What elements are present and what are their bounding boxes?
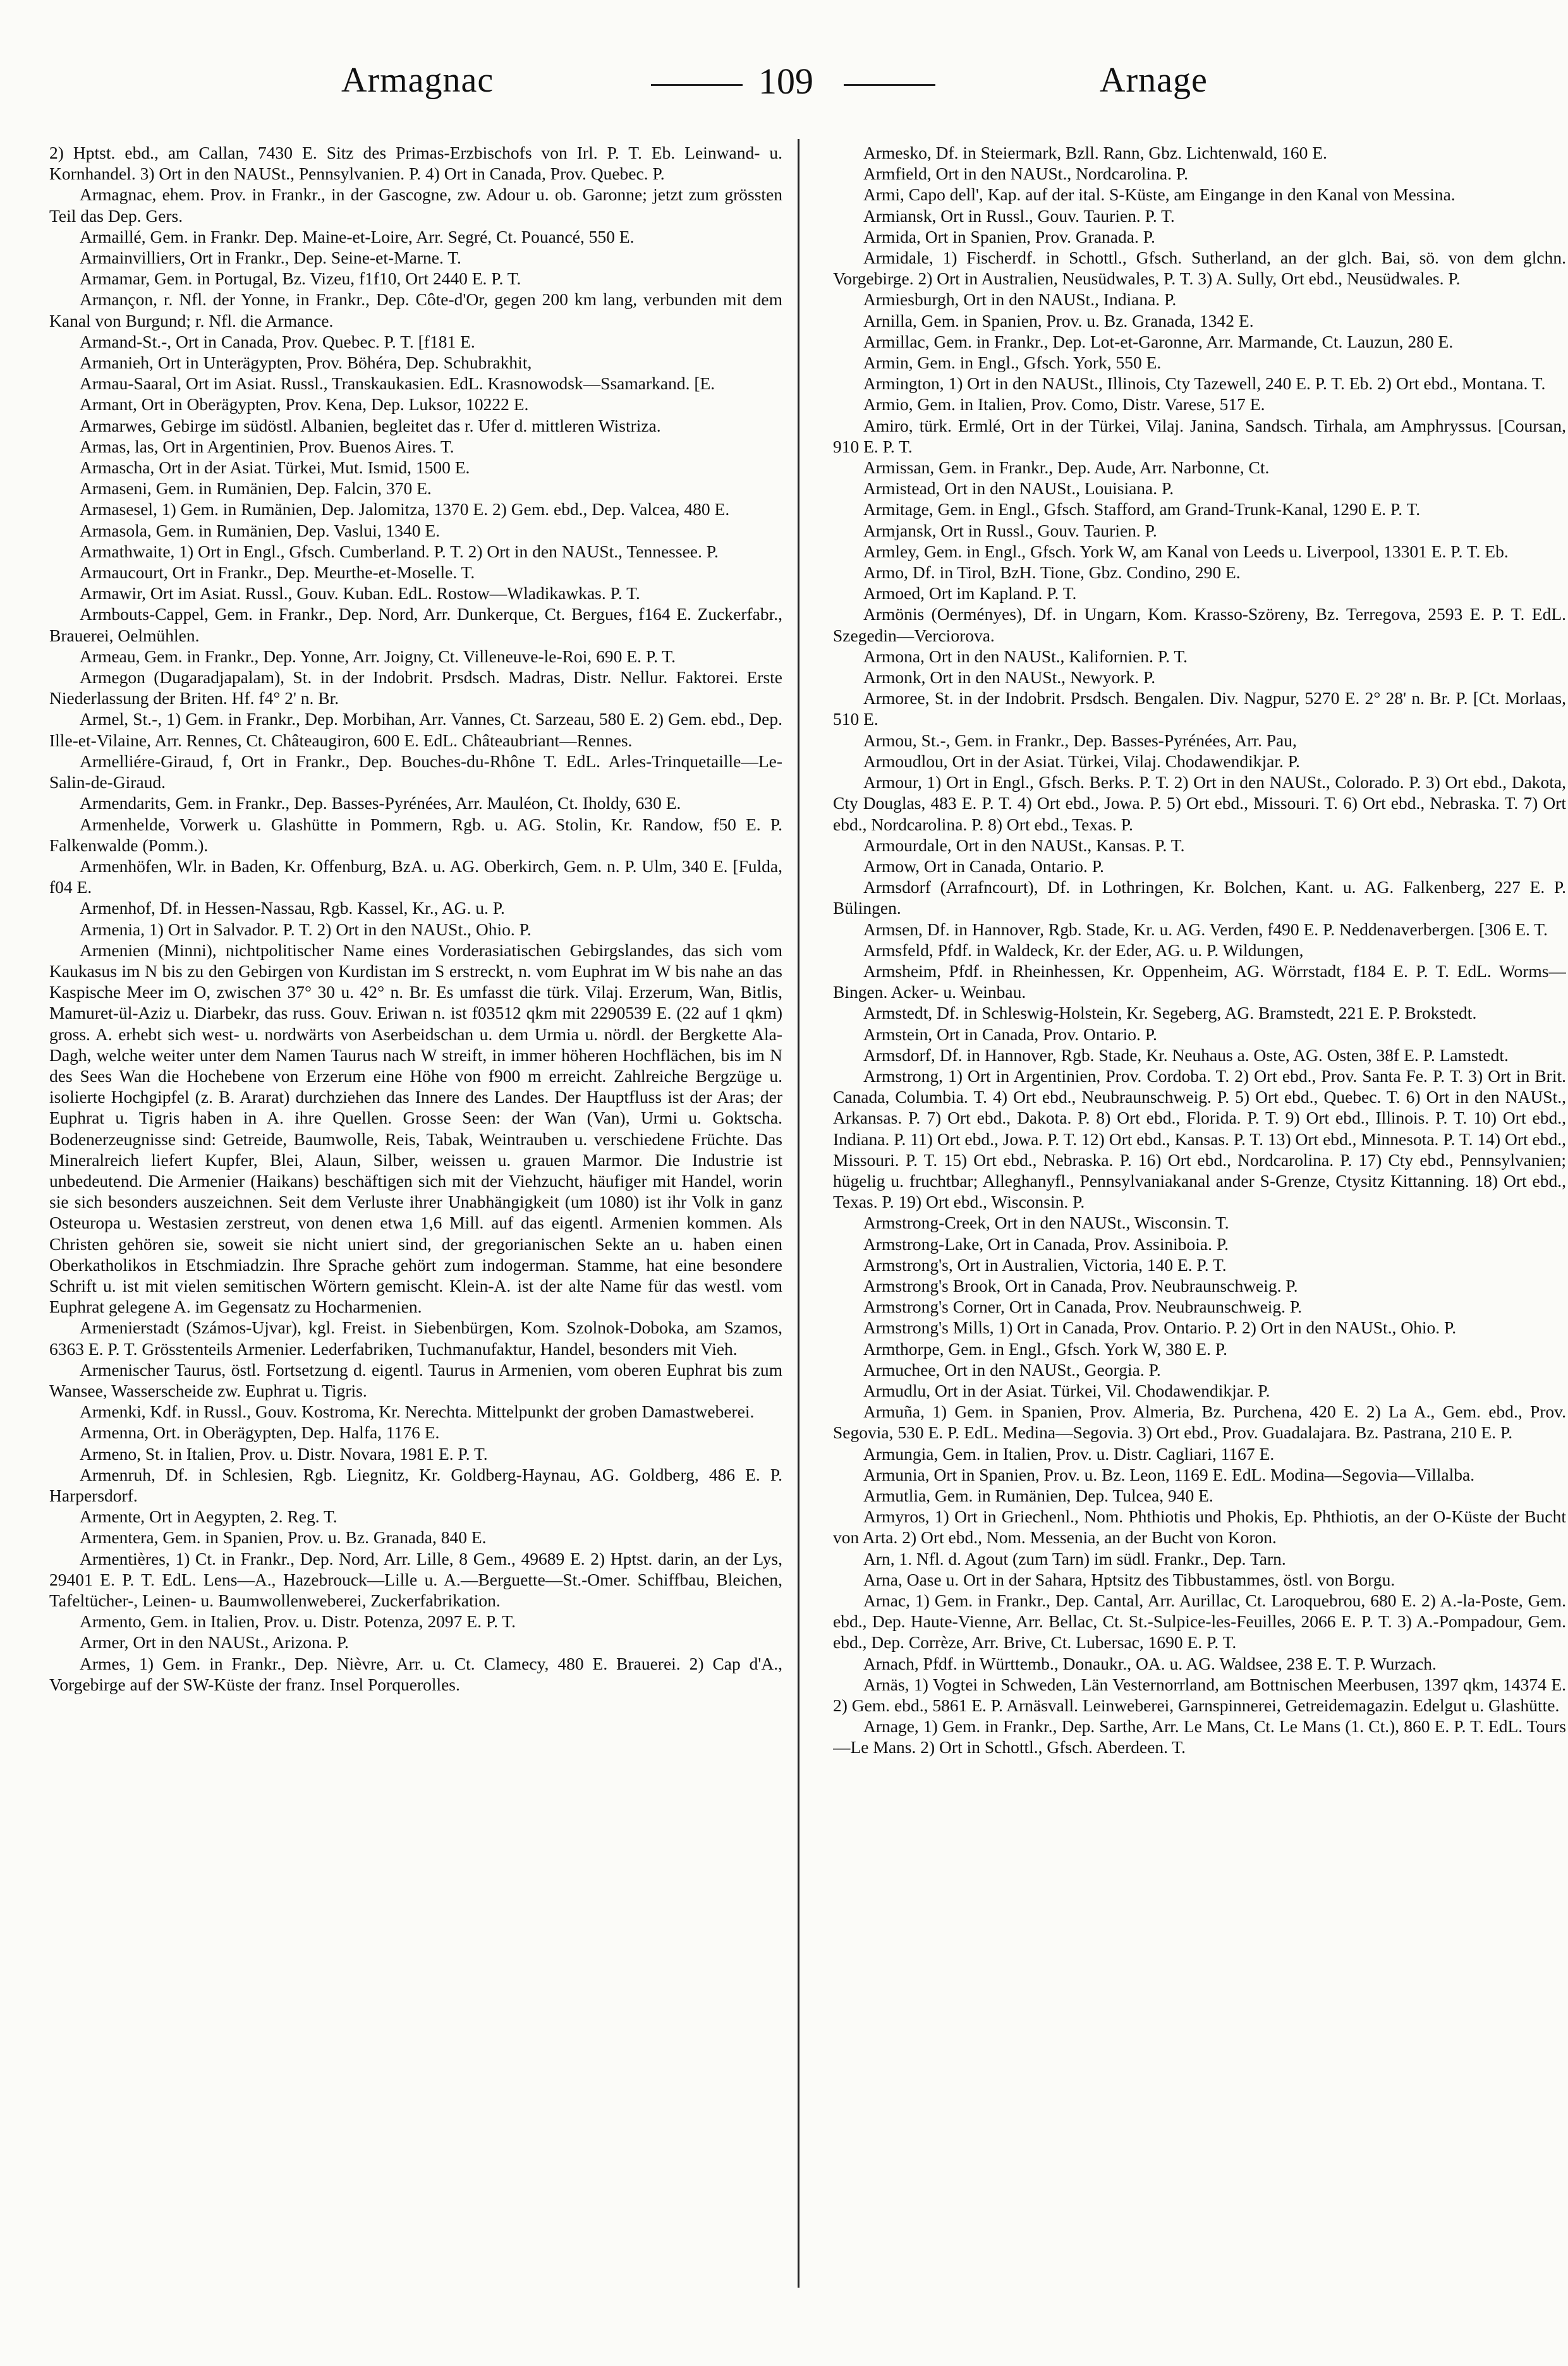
dictionary-entry: Armstrong, 1) Ort in Argentinien, Prov. Cordoba. T. 2) Ort ebd., Prov. Santa Fe. P. T. 3) Ort in Brit. Canada, Columbia. T. 4) Ort ebd., Neubraunschweig. P. 5) Ort ebd., Quebec. T. 6) Ort in den NAUSt., Arkansas. P. 7) Ort ebd., Dakota. P. 8) Ort ebd., Florida. P. T. 9) Ort ebd., Illinois. P. T. 10) Ort ebd., Indiana. P. 11) Ort ebd., Jowa. P. T. 12) Ort ebd., Kansas. P. T. 13) Ort ebd., Minnesota. P. T. 14) Ort ebd., Missouri. P. T. 15) Ort ebd., Nebraska. P. 16) Ort ebd., Nordcarolina. P. 17) Cty ebd., Pennsylvanien; hügelig u. fruchtbar; Alleghanyfl., Pennsylvaniakanal ander S-Grenze, Ctysitz Kittanning. 18) Ort ebd., Texas. P. 19) Ort ebd., Wisconsin. P. (833, 1065, 1566, 1212)
header-last-entry: Arnage (1100, 61, 1208, 100)
dictionary-entry: Armidale, 1) Fischerdf. in Schottl., Gfsch. Sutherland, an der glch. Bai, sö. von dem glchn. Vorgebirge. 2) Ort in Australien, Neusüdwales, P. T. 3) A. Sully, Ort ebd., Neusüdwales. P. (833, 248, 1566, 289)
header-first-entry: Armagnac (341, 61, 494, 100)
dictionary-entry: Armow, Ort in Canada, Ontario. P. (863, 856, 1104, 876)
dictionary-entry: Armou, St.-, Gem. in Frankr., Dep. Basses-Pyrénées, Arr. Pau, (863, 730, 1297, 750)
dictionary-entry: Armenruh, Df. in Schlesien, Rgb. Liegnitz, Kr. Goldberg-Haynau, AG. Goldberg, 486 E. P. Harpersdorf. (49, 1464, 782, 1505)
dictionary-entry: Armutlia, Gem. in Rumänien, Dep. Tulcea, 940 E. (863, 1486, 1213, 1505)
dictionary-entry: Armiansk, Ort in Russl., Gouv. Taurien. P. T. (863, 205, 1175, 226)
dictionary-entry: Armegon (Dugaradjapalam), St. in der Indobrit. Prsdsch. Madras, Distr. Nellur. Faktorei. Erste Niederlassung der Briten. Hf. f4° 2' n. Br. (49, 667, 782, 708)
dictionary-entry: 2) Hptst. ebd., am Callan, 7430 E. Sitz des Primas-Erzbischofs von Irl. P. T. Eb. Leinwand- u. Kornhandel. 3) Ort in den NAUSt., Pennsylvanien. P. 4) Ort in Canada, Prov. Quebec. P. (49, 143, 782, 184)
dictionary-entry: Armasola, Gem. in Rumänien, Dep. Vaslui, 1340 E. (80, 520, 441, 540)
dictionary-entry: Armungia, Gem. in Italien, Prov. u. Distr. Cagliari, 1167 E. (863, 1443, 1275, 1464)
dictionary-entry: Armuchee, Ort in den NAUSt., Georgia. P. (863, 1359, 1161, 1380)
dictionary-entry: Armfield, Ort in den NAUSt., Nordcarolina. P. (863, 164, 1189, 184)
dictionary-entry: Armsen, Df. in Hannover, Rgb. Stade, Kr. u. AG. Verden, f490 E. P. Neddenaverbergen. [306 E. T. (863, 919, 1548, 939)
dictionary-entry: Armainvilliers, Ort in Frankr., Dep. Seine-et-Marne. T. (80, 248, 461, 268)
dictionary-entry: Armstein, Ort in Canada, Prov. Ontario. P. (863, 1024, 1157, 1044)
dictionary-entry: Arnac, 1) Gem. in Frankr., Dep. Cantal, Arr. Aurillac, Ct. Laroquebrou, 680 E. 2) A.-la-Poste, Gem. ebd., Dep. Haute-Vienne, Arr. Bellac, Ct. St.-Sulpice-les-Feuilles, 2066 E. P. T. 3) A.-Pompadour, Gem. ebd., Dep. Corrèze, Arr. Brive, Ct. Lubersac, 1690 E. P. T. (833, 1591, 1566, 1653)
dictionary-entry: Armel, St.-, 1) Gem. in Frankr., Dep. Morbihan, Arr. Vannes, Ct. Sarzeau, 580 E. 2) Gem. ebd., Dep. Ille-et-Vilaine, Arr. Rennes, Ct. Châteaugiron, 600 E. EdL. Châteaubriant—Rennes. (49, 709, 782, 750)
dictionary-entry: Armaucourt, Ort in Frankr., Dep. Meurthe-et-Moselle. T. (80, 562, 475, 583)
dictionary-entry: Armaseni, Gem. in Rumänien, Dep. Falcin, 370 E. (80, 478, 432, 499)
dictionary-entry: Armento, Gem. in Italien, Prov. u. Distr. Potenza, 2097 E. P. T. (80, 1611, 516, 1632)
dictionary-entry: Armagnac, ehem. Prov. in Frankr., in der Gascogne, zw. Adour u. ob. Garonne; jetzt zum grössten Teil das Dep. Gers. (49, 185, 782, 226)
dictionary-entry: Armjansk, Ort in Russl., Gouv. Taurien. P. (863, 520, 1157, 540)
dictionary-entry: Armsdorf (Arrafncourt), Df. in Lothringen, Kr. Bolchen, Kant. u. AG. Falkenberg, 227 E. P. Bülingen. (833, 877, 1566, 918)
dictionary-entry: Armthorpe, Gem. in Engl., Gfsch. York W, 380 E. P. (863, 1338, 1227, 1359)
dictionary-entry: Armstrong-Lake, Ort in Canada, Prov. Assiniboia. P. (863, 1234, 1229, 1254)
dictionary-entry: Armington, 1) Ort in den NAUSt., Illinois, Cty Tazewell, 240 E. P. T. Eb. 2) Ort ebd., Montana. T. (863, 373, 1546, 394)
dictionary-entry: Armaillé, Gem. in Frankr. Dep. Maine-et-Loire, Arr. Segré, Ct. Pouancé, 550 E. (80, 226, 635, 246)
dictionary-entry: Armeno, St. in Italien, Prov. u. Distr. Novara, 1981 E. P. T. (80, 1443, 488, 1464)
dictionary-entry: Armelliére-Giraud, f, Ort in Frankr., Dep. Bouches-du-Rhône T. EdL. Arles-Trinquetaille—Le-Salin-de-Giraud. (49, 751, 782, 792)
dictionary-entry: Armenna, Ort. in Oberägypten, Dep. Halfa, 1176 E. (80, 1423, 440, 1443)
dictionary-entry: Armuña, 1) Gem. in Spanien, Prov. Almeria, Bz. Purchena, 420 E. 2) La A., Gem. ebd., Prov. Segovia, 530 E. P. EdL. Medina—Segovia. 3) Ort ebd., Prov. Guadalajara. Bz. Pastrana, 210 E. P. (833, 1402, 1566, 1443)
header-dash-right (844, 84, 935, 86)
dictionary-entry: Armönis (Oerményes), Df. in Ungarn, Kom. Krasso-Szöreny, Bz. Terregova, 2593 E. P. T. EdL. Szegedin—Verciorova. (833, 604, 1566, 645)
dictionary-entry: Armascha, Ort in der Asiat. Türkei, Mut. Ismid, 1500 E. (80, 458, 470, 478)
dictionary-entry: Armoudlou, Ort in der Asiat. Türkei, Vilaj. Chodawendikjar. P. (863, 751, 1300, 771)
dictionary-entry: Armendarits, Gem. in Frankr., Dep. Basses-Pyrénées, Arr. Mauléon, Ct. Iholdy, 630 E. (80, 793, 681, 813)
dictionary-entry: Armbouts-Cappel, Gem. in Frankr., Dep. Nord, Arr. Dunkerque, Ct. Bergues, f164 E. Zuckerfabr., Brauerei, Oelmühlen. (49, 604, 782, 645)
dictionary-entry: Armley, Gem. in Engl., Gfsch. York W, am Kanal von Leeds u. Liverpool, 13301 E. P. T. Eb. (863, 541, 1509, 561)
dictionary-entry: Armstrong's, Ort in Australien, Victoria, 140 E. P. T. (863, 1254, 1227, 1275)
dictionary-entry: Armenia, 1) Ort in Salvador. P. T. 2) Ort in den NAUSt., Ohio. P. (80, 919, 532, 939)
dictionary-entry: Armour, 1) Ort in Engl., Gfsch. Berks. P. T. 2) Ort in den NAUSt., Colorado. P. 3) Ort ebd., Dakota, Cty Douglas, 483 E. P. T. 4) Ort ebd., Jowa. P. 5) Ort ebd., Missouri. T. 6) Ort ebd., Nebraska. T. 7) Ort ebd., Nordcarolina. P. 8) Ort ebd., Texas. P. (833, 772, 1566, 834)
dictionary-entry: Armudlu, Ort in der Asiat. Türkei, Vil. Chodawendikjar. P. (863, 1380, 1270, 1400)
dictionary-entry: Arnilla, Gem. in Spanien, Prov. u. Bz. Granada, 1342 E. (863, 310, 1254, 331)
dictionary-entry: Armsfeld, Pfdf. in Waldeck, Kr. der Eder, AG. u. P. Wildungen, (863, 940, 1304, 960)
dictionary-entry: Arnäs, 1) Vogtei in Schweden, Län Vesternorrland, am Bottnischen Meerbusen, 1397 qkm, 14374 E. 2) Gem. ebd., 5861 E. P. Arnäsvall. Leinweberei, Garnspinnerei, Getreidemagazin. Edelgut u. Glashütte. (833, 1674, 1566, 1716)
dictionary-entry: Armstrong-Creek, Ort in den NAUSt., Wisconsin. T. (863, 1213, 1229, 1233)
dictionary-entry: Armentières, 1) Ct. in Frankr., Dep. Nord, Arr. Lille, 8 Gem., 49689 E. 2) Hptst. darin, an der Lys, 29401 E. P. T. EdL. Lens—A., Hazebrouck—Lille u. A.—Berguette—St.-Omer. Schiffbau, Bleichen, Tafeltücher-, Leinen- u. Baumwollenweberei, Zuckerfabrikation. (49, 1548, 782, 1611)
dictionary-entry: Armand-St.-, Ort in Canada, Prov. Quebec. P. T. [f181 E. (80, 331, 475, 351)
dictionary-entry: Armançon, r. Nfl. der Yonne, in Frankr., Dep. Côte-d'Or, gegen 200 km lang, verbunden mit dem Kanal von Burgund; r. Nfl. die Armance. (49, 289, 782, 331)
column-divider (798, 139, 799, 2288)
dictionary-entry: Arna, Oase u. Ort in der Sahara, Hptsitz des Tibbustammes, östl. von Borgu. (863, 1569, 1395, 1589)
header-dash-left (651, 84, 743, 86)
dictionary-entry: Armenhelde, Vorwerk u. Glashütte in Pommern, Rgb. u. AG. Stolin, Kr. Randow, f50 E. P. Falkenwalde (Pomm.). (49, 814, 782, 855)
dictionary-entry: Amiro, türk. Ermlé, Ort in der Türkei, Vilaj. Janina, Sandsch. Tirhala, am Amphryssus. [Coursan, 910 E. P. T. (833, 415, 1566, 456)
dictionary-entry: Arn, 1. Nfl. d. Agout (zum Tarn) im südl. Frankr., Dep. Tarn. (863, 1548, 1286, 1568)
dictionary-entry: Armissan, Gem. in Frankr., Dep. Aude, Arr. Narbonne, Ct. (863, 458, 1270, 478)
dictionary-entry: Armentera, Gem. in Spanien, Prov. u. Bz. Granada, 840 E. (80, 1527, 487, 1548)
dictionary-entry: Armas, las, Ort in Argentinien, Prov. Buenos Aires. T. (80, 436, 454, 456)
dictionary-entry: Armathwaite, 1) Ort in Engl., Gfsch. Cumberland. P. T. 2) Ort in den NAUSt., Tennessee. P. (80, 541, 719, 561)
dictionary-entry: Armoree, St. in der Indobrit. Prsdsch. Bengalen. Div. Nagpur, 5270 E. 2° 28' n. Br. P. [Ct. Morlaas, 510 E. (833, 688, 1566, 729)
dictionary-entry: Armanieh, Ort in Unterägypten, Prov. Böhéra, Dep. Schubrakhit, (80, 353, 532, 373)
dictionary-entry: Armawir, Ort im Asiat. Russl., Gouv. Kuban. EdL. Rostow—Wladikawkas. P. T. (80, 583, 640, 604)
dictionary-entry: Arnach, Pfdf. in Württemb., Donaukr., OA. u. AG. Waldsee, 238 E. T. P. Wurzach. (863, 1653, 1437, 1673)
dictionary-entry: Armasesel, 1) Gem. in Rumänien, Dep. Jalomitza, 1370 E. 2) Gem. ebd., Dep. Valcea, 480 E. (80, 499, 730, 519)
dictionary-entry: Armstedt, Df. in Schleswig-Holstein, Kr. Segeberg, AG. Bramstedt, 221 E. P. Brokstedt. (863, 1003, 1477, 1023)
dictionary-entry: Armourdale, Ort in den NAUSt., Kansas. P. T. (863, 835, 1185, 855)
page-header (0, 60, 1568, 130)
dictionary-entry: Armau-Saaral, Ort im Asiat. Russl., Transkaukasien. EdL. Krasnowodsk—Ssamarkand. [E. (80, 373, 715, 394)
right-column (833, 142, 1566, 2341)
dictionary-entry: Armoed, Ort im Kapland. P. T. (863, 583, 1077, 604)
dictionary-entry: Armi, Capo dell', Kap. auf der ital. S-Küste, am Eingange in den Kanal von Messina. (863, 185, 1456, 205)
dictionary-entry: Armant, Ort in Oberägypten, Prov. Kena, Dep. Luksor, 10222 E. (80, 394, 529, 415)
dictionary-entry: Armin, Gem. in Engl., Gfsch. York, 550 E. (863, 353, 1162, 373)
page-number: 109 (758, 61, 813, 102)
dictionary-entry: Armistead, Ort in den NAUSt., Louisiana. P. (863, 478, 1174, 499)
dictionary-entry: Armenhöfen, Wlr. in Baden, Kr. Offenburg, BzA. u. AG. Oberkirch, Gem. n. P. Ulm, 340 E. [Fulda, f04 E. (49, 856, 782, 897)
dictionary-entry: Armer, Ort in den NAUSt., Arizona. P. (80, 1632, 349, 1653)
dictionary-entry: Armes, 1) Gem. in Frankr., Dep. Nièvre, Arr. u. Ct. Clamecy, 480 E. Brauerei. 2) Cap d'A., Vorgebirge auf der SW-Küste der franz. Insel Porquerolles. (49, 1653, 782, 1694)
dictionary-entry: Armenischer Taurus, östl. Fortsetzung d. eigentl. Taurus in Armenien, vom oberen Euphrat bis zum Wansee, Wasserscheide zw. Euphrat u. Tigris. (49, 1359, 782, 1400)
dictionary-entry: Armarwes, Gebirge im südöstl. Albanien, begleitet das r. Ufer d. mittleren Wistriza. (80, 415, 661, 435)
dictionary-entry: Armente, Ort in Aegypten, 2. Reg. T. (80, 1507, 337, 1527)
dictionary-entry: Armstrong's Corner, Ort in Canada, Prov. Neubraunschweig. P. (863, 1297, 1303, 1317)
dictionary-entry: Armitage, Gem. in Engl., Gfsch. Stafford, am Grand-Trunk-Kanal, 1290 E. P. T. (863, 499, 1421, 519)
dictionary-entry: Armamar, Gem. in Portugal, Bz. Vizeu, f1f10, Ort 2440 E. P. T. (80, 269, 521, 289)
dictionary-entry: Armenierstadt (Számos-Ujvar), kgl. Freist. in Siebenbürgen, Kom. Szolnok-Doboka, am Szamos, 6363 E. P. T. Grösstenteils Armenier. Lederfabriken, Tuchmanufaktur, Handel, besonders mit Vieh. (49, 1318, 782, 1359)
dictionary-entry: Armeau, Gem. in Frankr., Dep. Yonne, Arr. Joigny, Ct. Villeneuve-le-Roi, 690 E. P. T. (80, 646, 676, 666)
left-column (49, 142, 782, 2341)
dictionary-entry: Armsheim, Pfdf. in Rheinhessen, Kr. Oppenheim, AG. Wörrstadt, f184 E. P. T. EdL. Worms—Bingen. Acker- u. Weinbau. (833, 961, 1566, 1002)
dictionary-entry: Armillac, Gem. in Frankr., Dep. Lot-et-Garonne, Arr. Marmande, Ct. Lauzun, 280 E. (863, 331, 1454, 351)
dictionary-entry: Armenki, Kdf. in Russl., Gouv. Kostroma, Kr. Nerechta. Mittelpunkt der groben Damastweberei. (80, 1402, 755, 1422)
dictionary-entry: Armonk, Ort in den NAUSt., Newyork. P. (863, 667, 1156, 688)
dictionary-entry: Armenien (Minni), nichtpolitischer Name eines Vorderasiatischen Gebirgslandes, das sich vom Kaukasus im N bis zu den Gebirgen von Kurdistan im S erstreckt, n. vom Euphrat im W bis nahe an das Kaspische Meer im O, zwischen 37° 30 u. 42° n. Br. Es umfasst die türk. Vilaj. Erzerum, Wan, Bitlis, Mamuret-ül-Aziz u. Diarbekr, das russ. Gouv. Eriwan n. ist f03512 qkm mit 2290539 E. (22 auf 1 qkm) gross. A. erhebt sich west- u. nordwärts von Aserbeidschan u. dem Urmia u. nördl. der Bergkette Ala-Dagh, welche weiter unter dem Namen Taurus nach W streift, in immer höheren Hochflächen, bis im N des Sees Wan die Hochebene von Erzerum eine Höhe von f900 m erreicht. Zahlreiche Bergzüge u. isolierte Hochgipfel (z. B. Ararat) durchziehen das Innere des Landes. Der Hauptfluss ist der Aras; der Euphrat u. Tigris haben in A. ihre Quellen. Grosse Seen: der Wan (Van), Urmi u. Goktscha. Bodenerzeugnisse sind: Getreide, Baumwolle, Reis, Tabak, Weintrauben u. verschiedene Früchte. Das Mineralreich liefert Kupfer, Blei, Alaun, Silber, weissen u. grauen Marmor. Die Industrie ist unbedeutend. Die Armenier (Haikans) beschäftigen sich mit der Viehzucht, häufiger mit Handel, worin sie sich besonders auszeichnen. Seit dem Verluste ihrer Unabhängigkeit (um 1080) ist ihr Volk in ganz Osteuropa u. Westasien zerstreut, von denen etwa 1,6 Mill. auf das eigentl. Armenien kommen. Als Christen gehören sie, soweit sie nicht uniert sind, der gregorianischen Sekte an u. haben einen Oberkatholikos in Etschmiadzin. Ihre Sprache gehört zum indogerman. Stamme, hat eine besondere Schrift u. ist mit vielen semitischen Wörtern gemischt. Klein-A. ist der alte Name für das westl. vom Euphrat gelegene A. im Gegensatz zu Hocharmenien. (49, 940, 782, 1317)
dictionary-entry: Armunia, Ort in Spanien, Prov. u. Bz. Leon, 1169 E. EdL. Modina—Segovia—Villalba. (863, 1464, 1475, 1484)
dictionary-entry: Armo, Df. in Tirol, BzH. Tione, Gbz. Condino, 290 E. (863, 562, 1241, 583)
dictionary-entry: Armesko, Df. in Steiermark, Bzll. Rann, Gbz. Lichtenwald, 160 E. (863, 143, 1327, 162)
dictionary-entry: Armiesburgh, Ort in den NAUSt., Indiana. P. (863, 289, 1177, 310)
dictionary-entry: Armida, Ort in Spanien, Prov. Granada. P. (863, 226, 1155, 246)
dictionary-entry: Armsdorf, Df. in Hannover, Rgb. Stade, Kr. Neuhaus a. Oste, AG. Osten, 38f E. P. Lamstedt. (863, 1045, 1509, 1065)
dictionary-entry: Armyros, 1) Ort in Griechenl., Nom. Phthiotis und Phokis, Ep. Phthiotis, an der O-Küste der Bucht von Arta. 2) Ort ebd., Nom. Messenia, an der Bucht von Koron. (833, 1507, 1566, 1548)
dictionary-entry: Armstrong's Brook, Ort in Canada, Prov. Neubraunschweig. P. (863, 1275, 1298, 1295)
dictionary-entry: Armenhof, Df. in Hessen-Nassau, Rgb. Kassel, Kr., AG. u. P. (80, 898, 505, 918)
dictionary-entry: Armio, Gem. in Italien, Prov. Como, Distr. Varese, 517 E. (863, 394, 1265, 415)
dictionary-entry: Armona, Ort in den NAUSt., Kalifornien. P. T. (863, 646, 1188, 666)
dictionary-entry: Armstrong's Mills, 1) Ort in Canada, Prov. Ontario. P. 2) Ort in den NAUSt., Ohio. P. (863, 1318, 1457, 1338)
dictionary-entry: Arnage, 1) Gem. in Frankr., Dep. Sarthe, Arr. Le Mans, Ct. Le Mans (1. Ct.), 860 E. P. T. EdL. Tours—Le Mans. 2) Ort in Schottl., Gfsch. Aberdeen. T. (833, 1716, 1566, 1757)
